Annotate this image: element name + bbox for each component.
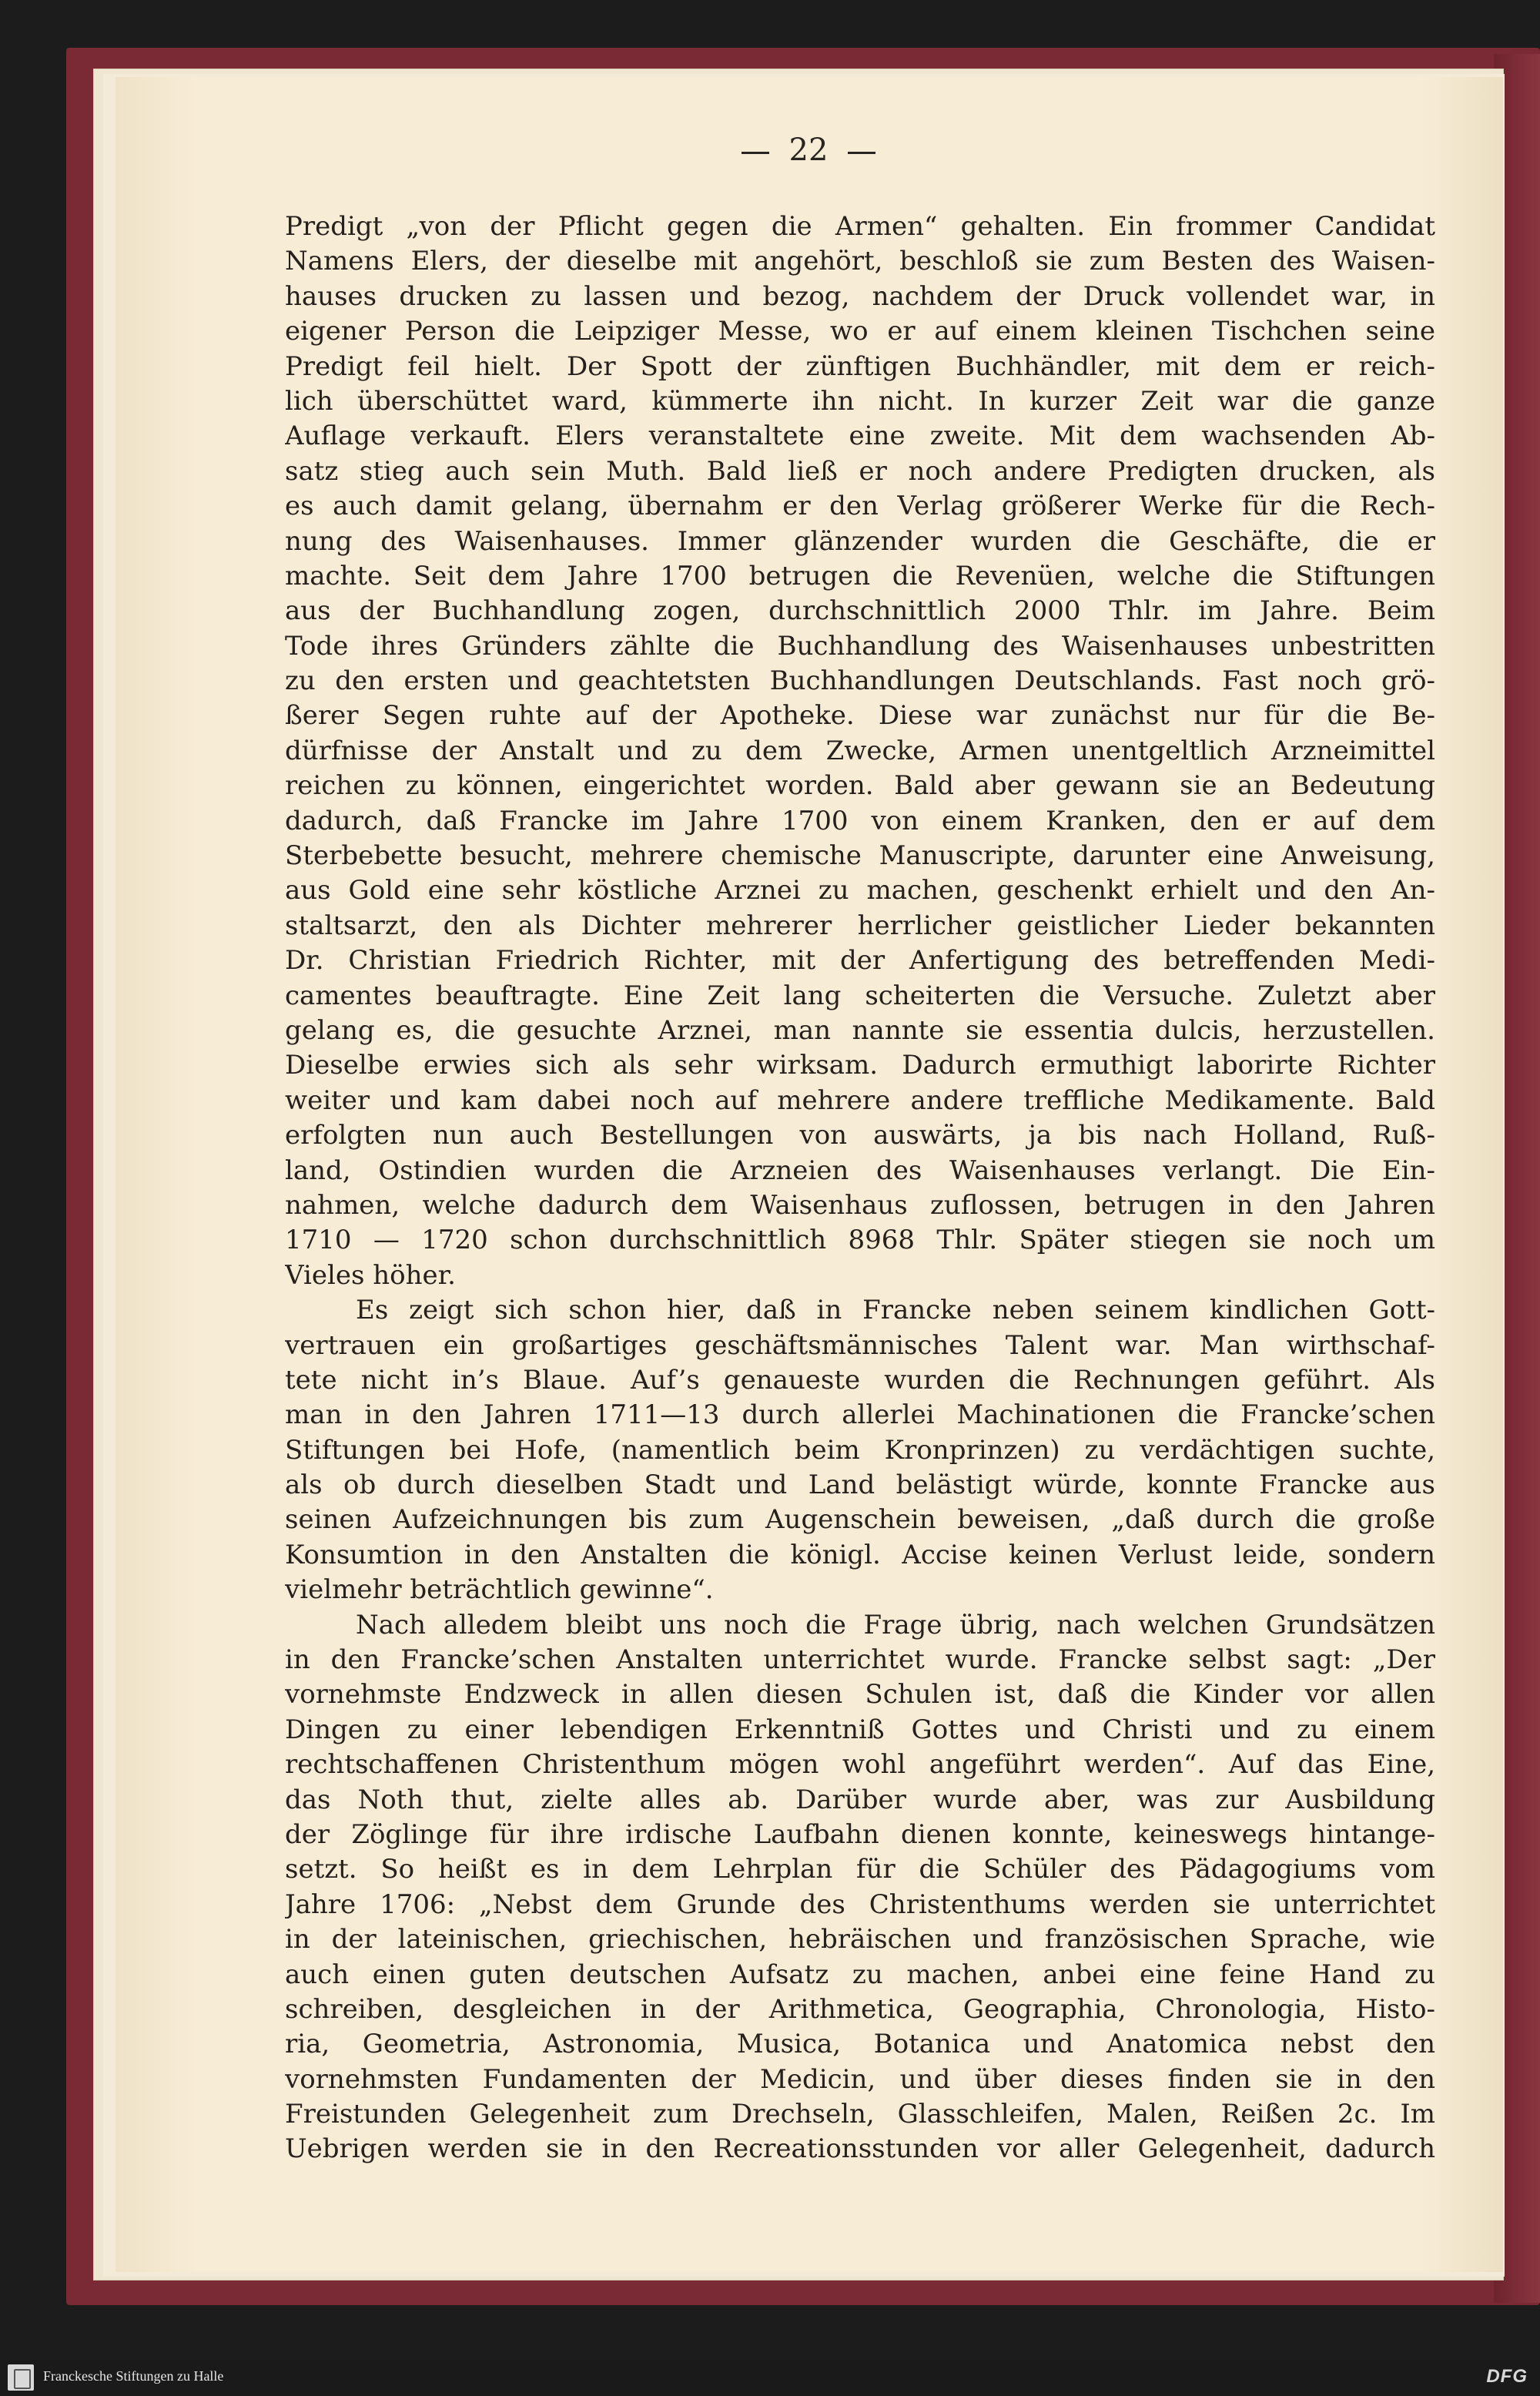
- viewer-footer: [0, 2360, 1540, 2396]
- book-page: [116, 77, 1503, 2272]
- text-line: vertrauen ein großartiges geschäftsmännisches Talent war. Man wirthschaf-: [285, 1329, 1435, 1361]
- text-line: das Noth thut, zielte alles ab. Darüber wurde aber, was zur Ausbildung: [285, 1784, 1435, 1815]
- text-line: Freistunden Gelegenheit zum Drechseln, Glasschleifen, Malen, Reißen 2c. Im: [285, 2099, 1435, 2130]
- text-line: Es zeigt sich schon hier, daß in Francke neben seinem kindlichen Gott-: [356, 1295, 1435, 1326]
- text-line: seinen Aufzeichnungen bis zum Augenschein beweisen, „daß durch die große: [285, 1504, 1435, 1536]
- text-line: tete nicht in’s Blaue. Auf’s genaueste wurden die Rechnungen geführt. Als: [285, 1364, 1435, 1396]
- page-number-value: 22: [788, 132, 829, 168]
- text-line: staltsarzt, den als Dichter mehrerer herrlicher geistlicher Lieder bekannten: [285, 910, 1435, 941]
- text-line: vornehmste Endzweck in allen diesen Schulen ist, daß die Kinder vor allen: [285, 1679, 1435, 1711]
- text-line: der Zöglinge für ihre irdische Laufbahn dienen konnte, keineswegs hintange-: [285, 1818, 1435, 1850]
- text-line: Dieselbe erwies sich als sehr wirksam. Dadurch ermuthigt laborirte Richter: [285, 1050, 1435, 1081]
- text-line: eigener Person die Leipziger Messe, wo er auf einem kleinen Tischchen seine: [285, 316, 1435, 347]
- text-line: reichen zu können, eingerichtet worden. Bald aber gewann sie an Bedeutung: [285, 770, 1435, 802]
- text-line: zu den ersten und geachtetsten Buchhandlungen Deutschlands. Fast noch grö-: [285, 665, 1435, 697]
- text-line: man in den Jahren 1711—13 durch allerlei Machinationen die Francke’schen: [285, 1399, 1435, 1431]
- text-line: Namens Elers, der dieselbe mit angehört, beschloß sie zum Besten des Waisen-: [285, 246, 1435, 277]
- text-line: rechtschaffenen Christenthum mögen wohl angeführt werden“. Auf das Eine,: [285, 1749, 1435, 1781]
- text-line: nahmen, welche dadurch dem Waisenhaus zuflossen, betrugen in den Jahren: [285, 1189, 1435, 1221]
- text-line: Stiftungen bei Hofe, (namentlich beim Kronprinzen) zu verdächtigen suchte,: [285, 1434, 1435, 1466]
- dash-left: [742, 152, 769, 154]
- text-line: vornehmsten Fundamenten der Medicin, und über dieses finden sie in den: [285, 2063, 1435, 2095]
- text-line: dadurch, daß Francke im Jahre 1700 von einem Kranken, den er auf dem: [285, 805, 1435, 836]
- text-line: als ob durch dieselben Stadt und Land belästigt würde, konnte Francke aus: [285, 1469, 1435, 1501]
- text-line: Vieles höher.: [285, 1259, 456, 1291]
- text-line: nung des Waisenhauses. Immer glänzender wurden die Geschäfte, die er: [285, 525, 1435, 557]
- text-line: lich überschüttet ward, kümmerte ihn nicht. In kurzer Zeit war die ganze: [285, 385, 1435, 417]
- text-line: Predigt „von der Pflicht gegen die Armen“ gehalten. Ein frommer Candidat: [285, 211, 1435, 242]
- text-line: satz stieg auch sein Muth. Bald ließ er noch andere Predigten drucken, als: [285, 455, 1435, 487]
- text-line: land, Ostindien wurden die Arzneien des Waisenhauses verlangt. Die Ein-: [285, 1154, 1435, 1186]
- text-line: gelang es, die gesuchte Arznei, man nannte sie essentia dulcis, herzustellen.: [285, 1014, 1435, 1046]
- text-line: Dr. Christian Friedrich Richter, mit der Anfertigung des betreffenden Medi-: [285, 945, 1435, 977]
- text-line: Dingen zu einer lebendigen Erkenntniß Gottes und Christi und zu einem: [285, 1714, 1435, 1745]
- text-line: setzt. So heißt es in dem Lehrplan für die Schüler des Pädagogiums vom: [285, 1854, 1435, 1885]
- dfg-logo: DFG: [1486, 2366, 1528, 2387]
- text-line: weiter und kam dabei noch auf mehrere andere treffliche Medikamente. Bald: [285, 1084, 1435, 1116]
- text-line: auch einen guten deutschen Aufsatz zu machen, anbei eine feine Hand zu: [285, 1959, 1435, 1990]
- institution-logo-icon: [8, 2364, 34, 2391]
- institution-name: Franckesche Stiftungen zu Halle: [43, 2368, 224, 2384]
- text-line: erfolgten nun auch Bestellungen von auswärts, ja bis nach Holland, Ruß-: [285, 1120, 1435, 1151]
- dash-right: [848, 152, 875, 154]
- body-text: [285, 209, 1435, 2167]
- text-line: in der lateinischen, griechischen, hebräischen und französischen Sprache, wie: [285, 1924, 1435, 1955]
- text-line: vielmehr beträchtlich gewinne“.: [285, 1574, 714, 1606]
- text-line: in den Francke’schen Anstalten unterrichtet wurde. Francke selbst sagt: „Der: [285, 1644, 1435, 1676]
- text-line: Uebrigen werden sie in den Recreationsstunden vor aller Gelegenheit, dadurch: [285, 2133, 1435, 2165]
- text-line: dürfnisse der Anstalt und zu dem Zwecke, Armen unentgeltlich Arzneimittel: [285, 735, 1435, 766]
- text-line: es auch damit gelang, übernahm er den Verlag größerer Werke für die Rech-: [285, 491, 1435, 522]
- text-line: ßerer Segen ruhte auf der Apotheke. Diese war zunächst nur für die Be-: [285, 700, 1435, 732]
- text-line: machte. Seit dem Jahre 1700 betrugen die Revenüen, welche die Stiftungen: [285, 560, 1435, 591]
- text-line: schreiben, desgleichen in der Arithmetica, Geographia, Chronologia, Histo-: [285, 1993, 1435, 2025]
- text-line: Tode ihres Gründers zählte die Buchhandlung des Waisenhauses unbestritten: [285, 630, 1435, 662]
- text-line: Nach alledem bleibt uns noch die Frage übrig, nach welchen Grundsätzen: [356, 1609, 1435, 1640]
- text-line: camentes beauftragte. Eine Zeit lang scheiterten die Versuche. Zuletzt aber: [285, 980, 1435, 1011]
- text-line: aus der Buchhandlung zogen, durchschnittlich 2000 Thlr. im Jahre. Beim: [285, 595, 1435, 627]
- text-line: 1710 — 1720 schon durchschnittlich 8968 Thlr. Später stiegen sie noch um: [285, 1225, 1435, 1256]
- text-line: aus Gold eine sehr köstliche Arznei zu machen, geschenkt erhielt und den An-: [285, 875, 1435, 906]
- text-line: hauses drucken zu lassen und bezog, nachdem der Druck vollendet war, in: [285, 280, 1435, 312]
- text-line: Predigt feil hielt. Der Spott der zünftigen Buchhändler, mit dem er reich-: [285, 350, 1435, 382]
- page-number: [116, 132, 1502, 168]
- text-line: ria, Geometria, Astronomia, Musica, Botanica und Anatomica nebst den: [285, 2029, 1435, 2060]
- text-line: Sterbebette besucht, mehrere chemische Manuscripte, darunter eine Anweisung,: [285, 840, 1435, 872]
- text-line: Konsumtion in den Anstalten die königl. Accise keinen Verlust leide, sondern: [285, 1539, 1435, 1570]
- text-line: Jahre 1706: „Nebst dem Grunde des Christenthums werden sie unterrichtet: [285, 1888, 1435, 1920]
- text-line: Auflage verkauft. Elers veranstaltete eine zweite. Mit dem wachsenden Ab-: [285, 421, 1435, 452]
